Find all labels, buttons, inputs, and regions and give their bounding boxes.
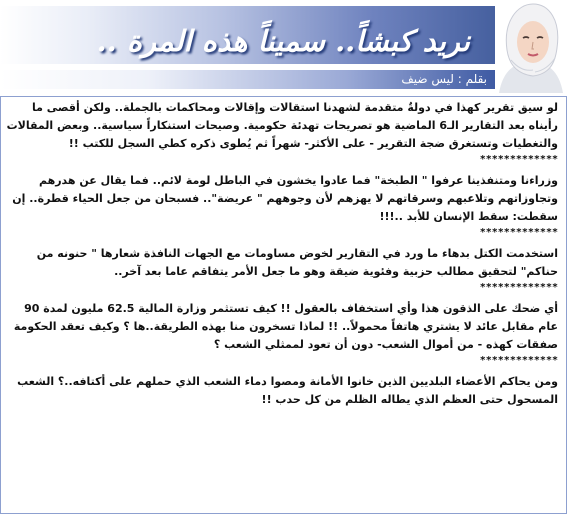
paragraph-separator: ************* (479, 154, 558, 165)
article-body (0, 96, 567, 514)
article-text (5, 99, 558, 409)
paragraph-separator: ************* (479, 227, 558, 238)
byline-bar (0, 70, 495, 89)
paragraph-separator: ************* (479, 282, 558, 293)
article-paragraph: لو سيق تقرير كهذا في دولةٌ متقدمة لشهدنا استقالات وإقالات ومحاكمات بالجملة.. ولكن أقصى ما رأيناه بعد التقارير الـ6 الماضية هو تصريحات تهدئة حكومية. وصيحات استنكاراً سياسية.. وبعض المقالات والتغطيات وتستغرق ضجة التقرير - على الأكثر- شهراً ثم يُطوى ذكره كطي السجل للكتب !! (6, 101, 558, 150)
article-paragraph: أي ضحك على الذقون هذا وأي استخفاف بالعقول !! كيف تستثمر وزارة المالية 62.5 مليون لمدة 90 عام مقابل عائد لا يشتري هاتفاً محمولاً.. !! لماذا تسخرون منا بهذه الطريقة..ها ؟ وكيف تعقد الحكومة صفقات كهذه - من أموال الشعب- دون أن تعود لممثلي الشعب ؟ (13, 302, 558, 351)
article-header (0, 0, 567, 96)
article-title: نريد كبشاً.. سميناً هذه المرة .. (96, 24, 470, 58)
paragraph-separator: ************* (479, 355, 558, 366)
author-portrait (495, 0, 567, 93)
title-banner (0, 6, 495, 64)
article-paragraph: استخدمت الكتل بدهاء ما ورد في التقارير لخوض مساومات مع الجهات النافذة شعارها " حنونه من حناكم" لتحقيق مطالب حزبية وفئوية ضيقة وهو ما جعل الأمر يتفاقم عاما بعد آخر.. (36, 247, 558, 278)
author-photo-icon (495, 0, 567, 93)
article-paragraph: ومن يحاكم الأعضاء البلديين الذين خانوا الأمانة ومصوا دماء الشعب الذي حملهم على أكتافه..؟ الشعب المسحول حتى العظم الذي يطاله الظلم من كل حدب !! (17, 375, 558, 406)
article-paragraph: وزراءنا ومتنفذينا عرفوا " الطبخة" فما عادوا يخشون في الباطل لومة لائم.. فما يقال عن هدرهم وتجاوزاتهم وتلاعبهم وسرقاتهم لا يهزهم لأن وجوههم " عريضة".. فسبحان من جعل الحياء قطرة.. إن سقطت: سقط الإنسان للأبد ..!!! (12, 174, 558, 223)
author-byline: بقلم : ليس ضيف (401, 72, 487, 86)
